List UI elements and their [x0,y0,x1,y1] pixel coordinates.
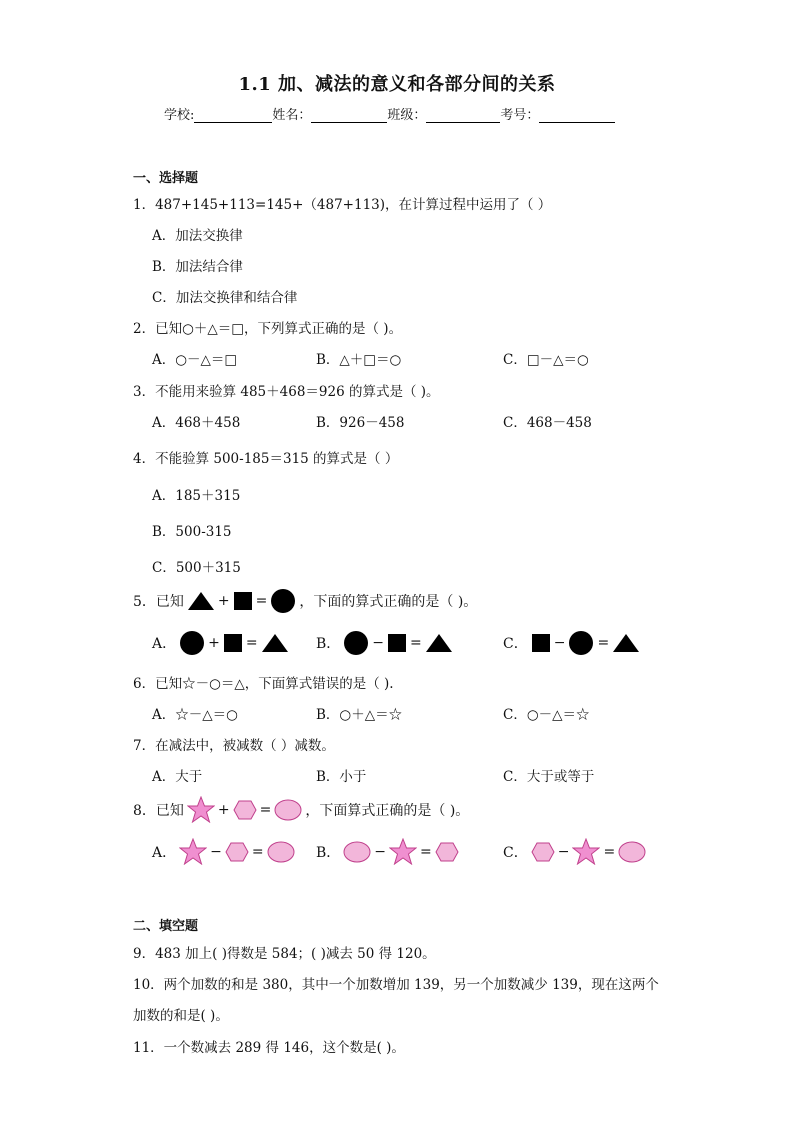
q3-stem: 3．不能用来验算 485＋468＝926 的算式是（ )。 [133,384,440,400]
q3-option-a[interactable]: A．468＋458 [152,415,241,431]
q7-option-c[interactable]: C．大于或等于 [503,769,595,785]
q8-option-b[interactable] [316,838,459,865]
q8-option-c-label: C． [503,844,528,861]
plus-sign: + [217,801,230,818]
page-title: 1.1 加、减法的意义和各部分间的关系 [238,74,556,95]
class-label: 班级： [387,108,427,123]
school-label: 学校: [164,108,195,123]
equals-sign: = [259,801,272,818]
plus-sign: + [217,593,230,609]
q2-option-a[interactable]: A．○－△＝□ [152,352,238,368]
minus-sign: − [372,635,385,651]
triangle-icon [261,632,289,654]
q5-suffix: ，下面的算式正确的是（ )。 [299,594,478,610]
student-info [164,104,615,123]
q1-option-a[interactable]: A．加法交换律 [152,228,243,244]
q8-prefix: 8．已知 [133,802,184,819]
q11-stem: 11．一个数减去 289 得 146，这个数是( )。 [133,1040,405,1056]
q5-option-a-label: A． [152,636,177,652]
q2-option-b[interactable]: B．△＋□＝○ [316,352,402,368]
q9-stem: 9．483 加上( )得数是 584；( )减去 50 得 120。 [133,946,436,962]
square-icon [233,591,253,611]
q5-option-a[interactable] [152,630,289,656]
exam-no-blank[interactable] [539,108,615,123]
minus-sign: − [553,635,566,651]
q6-option-c[interactable]: C．○－△＝☆ [503,707,590,723]
q7-option-b[interactable]: B．小于 [316,769,367,785]
q2-option-c[interactable]: C．□－△＝○ [503,352,589,368]
hexagon-icon [531,842,555,862]
equals-sign: = [410,635,422,651]
equals-sign: = [251,843,264,860]
q10-stem-line2: 加数的和是( )。 [133,1008,229,1024]
oval-icon [343,841,371,863]
triangle-icon [612,632,640,654]
equals-sign: = [420,843,432,860]
circle-icon [568,630,594,656]
q5-stem [133,588,477,614]
q4-option-c[interactable]: C．500＋315 [152,560,241,576]
q5-prefix: 5．已知 [133,594,184,610]
square-icon [531,633,551,653]
q1-option-b[interactable]: B．加法结合律 [152,259,243,275]
q4-option-a[interactable]: A．185＋315 [152,488,241,504]
equals-sign: = [245,635,258,651]
q10-stem-line1: 10．两个加数的和是 380，其中一个加数增加 139，另一个加数减少 139，现在这两个 [133,977,659,993]
minus-sign: − [210,843,222,860]
q4-option-b[interactable]: B．500-315 [152,524,232,540]
q4-stem: 4．不能验算 500-185＝315 的算式是（ ） [133,451,399,467]
oval-icon [267,841,295,863]
square-icon [387,633,407,653]
name-label: 姓名： [272,108,312,123]
hexagon-icon [233,800,257,820]
square-icon [223,633,243,653]
q6-stem: 6．已知☆－○＝△，下面算式错误的是（ ). [133,676,394,692]
star-icon [179,838,207,865]
triangle-icon [425,632,453,654]
q8-option-c[interactable] [503,838,646,865]
q1-stem: 1．487+145+113=145+（487+113)，在计算过程中运用了（ ） [133,197,552,213]
q5-option-b[interactable] [316,630,453,656]
q5-option-b-label: B． [316,636,341,652]
name-blank[interactable] [311,108,387,123]
q3-option-c[interactable]: C．468－458 [503,415,592,431]
q5-option-c[interactable] [503,630,640,656]
minus-sign: − [557,843,570,860]
equals-sign: = [597,635,610,651]
star-icon [572,838,600,865]
class-blank[interactable] [426,108,500,123]
q8-suffix: ，下面算式正确的是（ )。 [305,802,470,819]
triangle-icon [187,590,215,612]
q3-option-b[interactable]: B．926－458 [316,415,405,431]
star-icon [389,838,417,865]
q7-option-a[interactable]: A．大于 [152,769,203,785]
school-blank[interactable] [194,108,272,123]
q5-option-c-label: C． [503,636,528,652]
q6-option-b[interactable]: B．○＋△＝☆ [316,707,403,723]
star-icon [187,796,215,823]
q8-option-b-label: B． [316,844,341,861]
q7-stem: 7．在减法中，被减数（ ）减数。 [133,738,335,754]
q6-option-a[interactable]: A．☆－△＝○ [152,707,238,723]
oval-icon [618,841,646,863]
hexagon-icon [435,842,459,862]
exam-no-label: 考号： [500,108,540,123]
section-fill-title: 二、填空题 [133,919,199,934]
section-choice-title: 一、选择题 [133,171,199,186]
circle-icon [270,588,296,614]
plus-sign: + [208,635,220,651]
q2-stem: 2．已知○＋△＝□，下列算式正确的是（ )。 [133,321,403,337]
circle-icon [343,630,369,656]
equals-sign: = [603,843,616,860]
circle-icon [179,630,205,656]
equals-sign: = [255,593,268,609]
hexagon-icon [225,842,249,862]
q8-option-a[interactable] [152,838,295,865]
oval-icon [274,799,302,821]
q8-stem [133,796,469,823]
q1-option-c[interactable]: C．加法交换律和结合律 [152,290,298,306]
minus-sign: − [374,843,387,860]
q8-option-a-label: A． [152,844,177,861]
